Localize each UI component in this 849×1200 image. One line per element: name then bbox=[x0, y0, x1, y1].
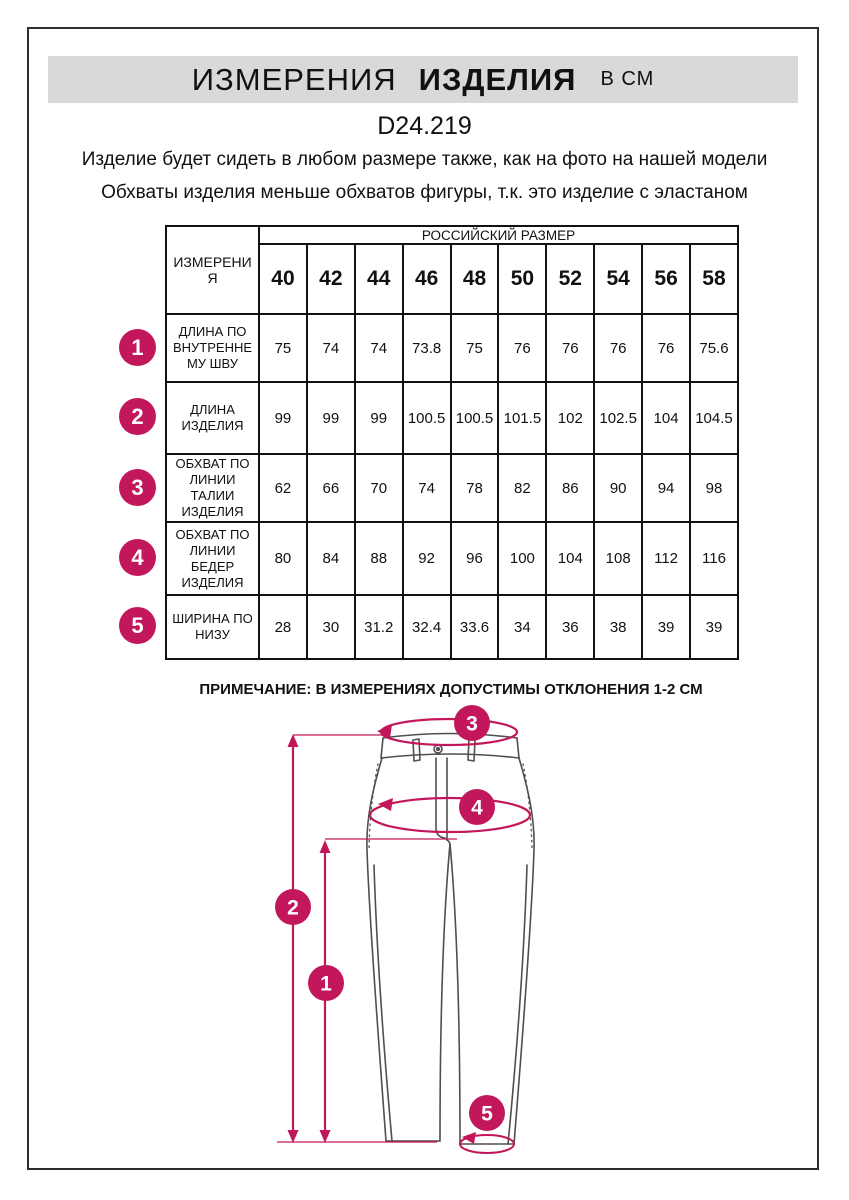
table-row bbox=[166, 595, 738, 659]
value-cell: 92 bbox=[403, 522, 451, 595]
size-cell: 58 bbox=[690, 244, 738, 314]
value-cell: 76 bbox=[498, 314, 546, 382]
inseam-arrowhead-top bbox=[320, 840, 331, 853]
waist-badge-number: 3 bbox=[466, 712, 478, 736]
value-cell: 74 bbox=[403, 454, 451, 522]
value-cell: 76 bbox=[594, 314, 642, 382]
pants-measurement-diagram bbox=[270, 700, 630, 1170]
table-row bbox=[166, 522, 738, 595]
left-inseam bbox=[440, 844, 450, 1141]
value-cell: 84 bbox=[307, 522, 355, 595]
value-cell: 104 bbox=[546, 522, 594, 595]
value-cell: 28 bbox=[259, 595, 307, 659]
value-cell: 101.5 bbox=[498, 382, 546, 454]
value-cell: 112 bbox=[642, 522, 690, 595]
size-cell: 52 bbox=[546, 244, 594, 314]
intro-line-2: Обхваты изделия меньше обхватов фигуры, т.к. это изделие с эластаном bbox=[101, 182, 748, 203]
table-row bbox=[166, 382, 738, 454]
note-text: ПРИМЕЧАНИЕ: В ИЗМЕРЕНИЯХ ДОПУСТИМЫ ОТКЛОНЕНИЯ 1-2 СМ bbox=[199, 681, 703, 698]
hips-ellipse-arrowhead bbox=[378, 798, 393, 811]
value-cell: 74 bbox=[355, 314, 403, 382]
value-cell: 38 bbox=[594, 595, 642, 659]
row-number-badge: 2 bbox=[119, 398, 156, 435]
size-cell: 42 bbox=[307, 244, 355, 314]
value-cell: 94 bbox=[642, 454, 690, 522]
value-cell: 39 bbox=[690, 595, 738, 659]
value-cell: 100.5 bbox=[451, 382, 499, 454]
size-cell: 56 bbox=[642, 244, 690, 314]
value-cell: 102 bbox=[546, 382, 594, 454]
value-cell: 116 bbox=[690, 522, 738, 595]
right-outseam bbox=[514, 758, 534, 1144]
value-cell: 31.2 bbox=[355, 595, 403, 659]
value-cell: 100.5 bbox=[403, 382, 451, 454]
measurements-header-cell: ИЗМЕРЕНИЯ bbox=[166, 226, 259, 314]
length-arrowhead-top bbox=[288, 734, 299, 747]
row-number-badge: 4 bbox=[119, 539, 156, 576]
value-cell: 76 bbox=[642, 314, 690, 382]
value-cell: 32.4 bbox=[403, 595, 451, 659]
value-cell: 78 bbox=[451, 454, 499, 522]
inseam-badge-number: 1 bbox=[320, 972, 332, 996]
value-cell: 90 bbox=[594, 454, 642, 522]
value-cell: 88 bbox=[355, 522, 403, 595]
hips-badge-number: 4 bbox=[471, 796, 483, 820]
size-cell: 54 bbox=[594, 244, 642, 314]
value-cell: 86 bbox=[546, 454, 594, 522]
size-cell: 40 bbox=[259, 244, 307, 314]
hips-ellipse bbox=[370, 798, 530, 832]
value-cell: 73.8 bbox=[403, 314, 451, 382]
belt-loop-right bbox=[468, 739, 475, 761]
value-cell: 74 bbox=[307, 314, 355, 382]
value-cell: 36 bbox=[546, 595, 594, 659]
length-arrowhead-bottom bbox=[288, 1130, 299, 1143]
waistband-right-end bbox=[517, 738, 519, 758]
row-label: ШИРИНА ПО НИЗУ bbox=[166, 595, 259, 659]
value-cell: 99 bbox=[355, 382, 403, 454]
value-cell: 96 bbox=[451, 522, 499, 595]
hem-ellipse-arrowhead bbox=[462, 1132, 476, 1144]
value-cell: 99 bbox=[307, 382, 355, 454]
product-code: D24.219 bbox=[377, 112, 472, 140]
intro-line-1: Изделие будет сидеть в любом размере также, как на фото на нашей модели bbox=[81, 149, 768, 170]
row-label: ДЛИНА ИЗДЕЛИЯ bbox=[166, 382, 259, 454]
value-cell: 104.5 bbox=[690, 382, 738, 454]
row-number-badge: 5 bbox=[119, 607, 156, 644]
size-cell: 50 bbox=[498, 244, 546, 314]
value-cell: 100 bbox=[498, 522, 546, 595]
title-band bbox=[48, 56, 798, 103]
size-cell: 44 bbox=[355, 244, 403, 314]
value-cell: 30 bbox=[307, 595, 355, 659]
page-title-bold: ИЗДЕЛИЯ bbox=[418, 61, 577, 97]
right-inseam bbox=[450, 844, 460, 1144]
value-cell: 70 bbox=[355, 454, 403, 522]
length-badge-number: 2 bbox=[287, 896, 299, 920]
value-cell: 82 bbox=[498, 454, 546, 522]
value-cell: 33.6 bbox=[451, 595, 499, 659]
value-cell: 76 bbox=[546, 314, 594, 382]
hem-badge-number: 5 bbox=[481, 1102, 493, 1126]
row-number-badge: 3 bbox=[119, 469, 156, 506]
value-cell: 66 bbox=[307, 454, 355, 522]
value-cell: 99 bbox=[259, 382, 307, 454]
size-table bbox=[165, 225, 739, 660]
waistband-left-end bbox=[381, 738, 383, 758]
value-cell: 62 bbox=[259, 454, 307, 522]
value-cell: 75 bbox=[451, 314, 499, 382]
page-title-units: В СМ bbox=[600, 68, 655, 90]
size-cell: 48 bbox=[451, 244, 499, 314]
value-cell: 75.6 bbox=[690, 314, 738, 382]
table-row bbox=[166, 454, 738, 522]
value-cell: 75 bbox=[259, 314, 307, 382]
russian-size-header-cell: РОССИЙСКИЙ РАЗМЕР bbox=[259, 226, 738, 244]
row-label: ДЛИНА ПО ВНУТРЕННЕМУ ШВУ bbox=[166, 314, 259, 382]
size-cell: 46 bbox=[403, 244, 451, 314]
row-number-badge: 1 bbox=[119, 329, 156, 366]
value-cell: 80 bbox=[259, 522, 307, 595]
pants-sketch bbox=[367, 734, 534, 1145]
row-label: ОБХВАТ ПО ЛИНИИ ТАЛИИ ИЗДЕЛИЯ bbox=[166, 454, 259, 522]
value-cell: 104 bbox=[642, 382, 690, 454]
waist-button-center bbox=[437, 748, 440, 751]
table-row bbox=[166, 314, 738, 382]
value-cell: 98 bbox=[690, 454, 738, 522]
value-cell: 102.5 bbox=[594, 382, 642, 454]
value-cell: 34 bbox=[498, 595, 546, 659]
row-label: ОБХВАТ ПО ЛИНИИ БЕДЕР ИЗДЕЛИЯ bbox=[166, 522, 259, 595]
page-title: ИЗМЕРЕНИЯ bbox=[191, 61, 397, 97]
waistband-top-edge bbox=[383, 734, 517, 739]
value-cell: 39 bbox=[642, 595, 690, 659]
inseam-arrowhead-bottom bbox=[320, 1130, 331, 1143]
measurement-annotations bbox=[277, 719, 530, 1153]
diagram-badges bbox=[275, 705, 505, 1131]
waistband-bottom-edge bbox=[381, 754, 519, 758]
waist-ellipse bbox=[381, 719, 517, 745]
value-cell: 108 bbox=[594, 522, 642, 595]
